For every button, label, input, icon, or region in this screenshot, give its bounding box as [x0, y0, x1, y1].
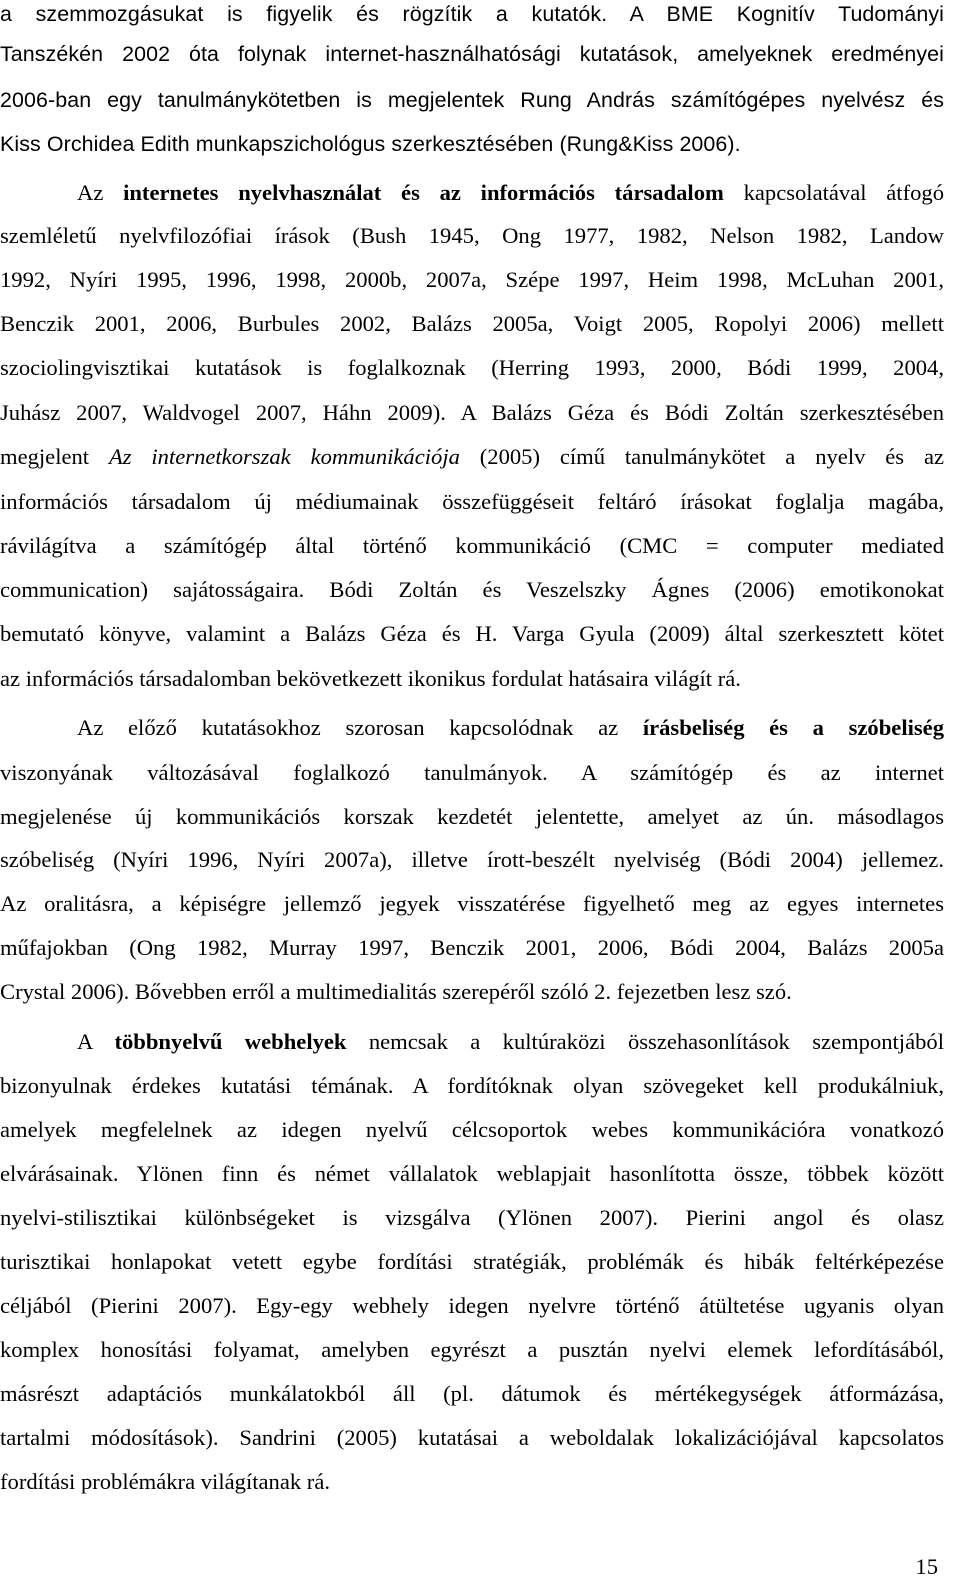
text-line [0, 802, 944, 832]
text-span: Juhász 2007, Waldvogel 2007, Háhn 2009). A Balázs Géza és Bódi Zoltán szerkesztésében [0, 400, 944, 425]
text-line [0, 353, 944, 383]
text-span: nyelvi-stilisztikai különbségeket is vizsgálva (Ylönen 2007). Pierini angol és olasz [0, 1205, 944, 1230]
text-line [0, 713, 944, 743]
page-number: 15 [915, 1554, 938, 1579]
text-line [0, 1115, 944, 1145]
text-line [0, 1159, 944, 1189]
text-span: kapcsolatával átfogó [723, 180, 944, 205]
text-span: az információs társadalomban bekövetkezett ikonikus fordulat hatásaira világít rá. [0, 666, 741, 691]
text-line [0, 85, 944, 115]
text-span: Az oralitásra, a képiségre jellemző jegyek visszatérése figyelhető meg az egyes internetes [0, 891, 944, 916]
text-span: rávilágítva a számítógép által történő kommunikáció (CMC = computer mediated [0, 533, 944, 558]
text-span: szemléletű nyelvfilozófiai írások (Bush 1945, Ong 1977, 1982, Nelson 1982, Landow [0, 223, 944, 248]
text-span: a szemmozgásukat is figyelik és rögzítik a kutatók. A BME Kognitív Tudományi [0, 2, 944, 26]
text-span: nemcsak a kultúraközi összehasonlítások szempontjából [346, 1029, 944, 1054]
text-span: elvárásainak. Ylönen finn és német vállalatok weblapjait hasonlította össze, többek között [0, 1161, 944, 1186]
text-line [0, 889, 944, 919]
text-span: bemutató könyve, valamint a Balázs Géza és H. Varga Gyula (2009) által szerkesztett kötet [0, 621, 944, 646]
italic-title: Az internetkorszak kommunikációja [108, 444, 460, 469]
text-line [0, 487, 944, 517]
text-span: 2006-ban egy tanulmánykötetben is megjelentek Rung András számítógépes nyelvész és [0, 88, 944, 112]
text-line [0, 1379, 944, 1409]
text-line [0, 1071, 944, 1101]
text-span: Kiss Orchidea Edith munkapszichológus szerkesztésében (Rung&Kiss 2006). [0, 132, 741, 156]
text-span: Az előző kutatásokhoz szorosan kapcsolódnak az [77, 715, 643, 740]
text-span: 1992, Nyíri 1995, 1996, 1998, 2000b, 2007a, Szépe 1997, Heim 1998, McLuhan 2001, [0, 267, 944, 292]
text-line [0, 178, 944, 208]
text-span: A [77, 1029, 115, 1054]
text-line [0, 1335, 944, 1365]
bold-term: írásbeliség és a szóbeliség [642, 715, 944, 740]
text-line [0, 39, 944, 69]
text-span: komplex honosítási folyamat, amelyben egyrészt a pusztán nyelvi elemek lefordításából, [0, 1337, 944, 1362]
text-span: szociolingvisztikai kutatások is foglalkoznak (Herring 1993, 2000, Bódi 1999, 2004, [0, 355, 944, 380]
text-line [0, 1203, 944, 1233]
text-line [0, 619, 944, 649]
text-line [0, 398, 944, 428]
text-span: communication) sajátosságaira. Bódi Zoltán és Veszelszky Ágnes (2006) emotikonokat [0, 577, 944, 602]
text-line [0, 309, 944, 339]
text-line [0, 1027, 944, 1057]
text-line [0, 845, 944, 875]
text-span: Tanszékén 2002 óta folynak internet-használhatósági kutatások, amelyeknek eredményei [0, 42, 944, 66]
text-line [0, 977, 944, 1007]
bold-term: internetes nyelvhasználat és az információs társadalom [123, 180, 724, 205]
text-span: tartalmi módosítások). Sandrini (2005) kutatásai a weboldalak lokalizációjával kapcsolatos [0, 1425, 944, 1450]
text-span: viszonyának változásával foglalkozó tanulmányok. A számítógép és az internet [0, 760, 944, 785]
text-span: információs társadalom új médiumainak összefüggéseit feltáró írásokat foglalja magába, [0, 489, 944, 514]
text-span: műfajokban (Ong 1982, Murray 1997, Benczik 2001, 2006, Bódi 2004, Balázs 2005a [0, 935, 944, 960]
text-span: (2005) című tanulmánykötet a nyelv és az [459, 444, 944, 469]
text-line [0, 0, 944, 29]
text-line [0, 575, 944, 605]
text-line [0, 1291, 944, 1321]
text-span: céljából (Pierini 2007). Egy-egy webhely idegen nyelvre történő átültetése ugyanis olyan [0, 1293, 944, 1318]
text-span: másrészt adaptációs munkálatokból áll (pl. dátumok és mértékegységek átformázása, [0, 1381, 944, 1406]
text-line [0, 664, 944, 694]
text-line [0, 265, 944, 295]
text-line [0, 442, 944, 472]
bold-term: többnyelvű webhelyek [114, 1029, 347, 1054]
text-span: megjelent [0, 444, 109, 469]
text-line [0, 221, 944, 251]
text-line [0, 1247, 944, 1277]
text-line [0, 531, 944, 561]
text-span: Az [77, 180, 124, 205]
text-span: amelyek megfelelnek az idegen nyelvű célcsoportok webes kommunikációra vonatkozó [0, 1117, 944, 1142]
text-span: megjelenése új kommunikációs korszak kezdetét jelentette, amelyet az ún. másodlagos [0, 804, 944, 829]
text-span: Crystal 2006). Bővebben erről a multimedialitás szerepéről szóló 2. fejezetben lesz szó. [0, 979, 792, 1004]
text-line [0, 129, 944, 159]
text-line [0, 1423, 944, 1453]
text-line [0, 1467, 944, 1497]
text-span: fordítási problémákra világítanak rá. [0, 1469, 330, 1494]
text-line [0, 933, 944, 963]
text-line [0, 758, 944, 788]
text-span: bizonyulnak érdekes kutatási témának. A fordítóknak olyan szövegeket kell produkálniuk, [0, 1073, 944, 1098]
text-span: Benczik 2001, 2006, Burbules 2002, Balázs 2005a, Voigt 2005, Ropolyi 2006) mellett [0, 311, 944, 336]
text-span: szóbeliség (Nyíri 1996, Nyíri 2007a), illetve írott-beszélt nyelviség (Bódi 2004) jellemez. [0, 847, 944, 872]
text-span: turisztikai honlapokat vetett egybe fordítási stratégiák, problémák és hibák feltérképezése [0, 1249, 944, 1274]
